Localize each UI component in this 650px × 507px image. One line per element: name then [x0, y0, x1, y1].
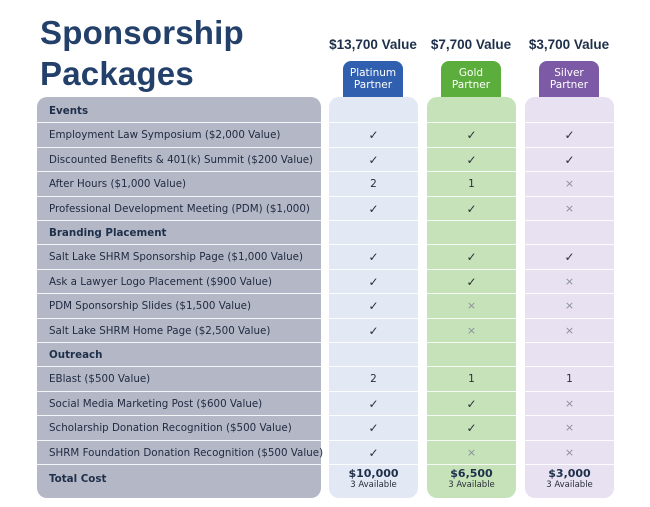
silver-cross-icon: × — [564, 274, 575, 288]
platinum-count: 2 — [370, 178, 377, 191]
silver-cross-icon: × — [564, 299, 575, 313]
platinum-total-amount: $10,000 — [348, 467, 399, 480]
gold-cross-icon: × — [466, 299, 477, 313]
platinum-price: $13,700 Value — [329, 37, 417, 52]
page-title-line-2: Packages — [40, 55, 194, 92]
benefit-label: EBlast ($500 Value) — [49, 373, 151, 386]
benefit-label: SHRM Foundation Donation Recognition ($500 Value) — [49, 446, 324, 459]
total-cost-label: Total Cost — [49, 473, 107, 485]
platinum-partner-badge — [343, 61, 403, 97]
benefit-label: Social Media Marketing Post ($600 Value) — [49, 397, 263, 410]
platinum-check-icon: ✓ — [368, 201, 379, 216]
platinum-badge-line-2: Partner — [353, 79, 393, 91]
platinum-check-icon: ✓ — [368, 250, 379, 265]
gold-badge-line-2: Partner — [451, 79, 491, 91]
benefit-label: Discounted Benefits & 401(k) Summit ($200 Value) — [49, 153, 314, 166]
silver-cross-icon: × — [564, 396, 575, 410]
gold-count: 1 — [468, 373, 475, 386]
platinum-check-icon: ✓ — [368, 421, 379, 436]
platinum-check-icon: ✓ — [368, 128, 379, 143]
platinum-availability: 3 Available — [350, 480, 397, 490]
silver-cross-icon: × — [564, 201, 575, 215]
gold-check-icon: ✓ — [466, 128, 477, 143]
row-divider — [37, 464, 321, 465]
silver-cross-icon: × — [564, 445, 575, 459]
table-row — [37, 123, 614, 147]
table-row — [37, 148, 614, 172]
section-header-row — [37, 343, 614, 367]
row-divider — [329, 464, 418, 465]
silver-availability: 3 Available — [546, 480, 593, 490]
gold-badge-line-1: Gold — [458, 66, 484, 79]
gold-availability: 3 Available — [448, 480, 495, 490]
gold-count: 1 — [468, 178, 475, 191]
platinum-check-icon: ✓ — [368, 299, 379, 314]
silver-check-icon: ✓ — [564, 250, 575, 265]
total-cost-row — [37, 467, 614, 497]
benefit-label: Salt Lake SHRM Home Page ($2,500 Value) — [49, 324, 271, 337]
benefit-label: Employment Law Symposium ($2,000 Value) — [49, 129, 281, 142]
silver-cross-icon: × — [564, 421, 575, 435]
silver-partner-badge — [539, 61, 599, 97]
silver-cross-icon: × — [564, 177, 575, 191]
gold-total — [427, 467, 516, 491]
table-row — [37, 270, 614, 294]
table-row — [37, 416, 614, 440]
section-header-label: Branding Placement — [49, 227, 167, 239]
silver-price: $3,700 Value — [528, 37, 610, 52]
gold-check-icon: ✓ — [466, 152, 477, 167]
page-title-line-1: Sponsorship — [40, 14, 244, 51]
table-row — [37, 319, 614, 343]
platinum-check-icon: ✓ — [368, 274, 379, 289]
silver-check-icon: ✓ — [564, 128, 575, 143]
gold-check-icon: ✓ — [466, 421, 477, 436]
benefit-label: Salt Lake SHRM Sponsorship Page ($1,000 Value) — [49, 251, 304, 264]
row-divider — [525, 464, 614, 465]
gold-price: $7,700 Value — [430, 37, 512, 52]
gold-cross-icon: × — [466, 445, 477, 459]
platinum-check-icon: ✓ — [368, 396, 379, 411]
benefit-label: Scholarship Donation Recognition ($500 Value) — [49, 422, 292, 435]
platinum-count: 2 — [370, 373, 377, 386]
section-header-row — [37, 99, 614, 123]
section-header-row — [37, 221, 614, 245]
table-row — [37, 245, 614, 269]
benefit-label: PDM Sponsorship Slides ($1,500 Value) — [49, 300, 252, 313]
row-divider — [427, 464, 516, 465]
table-row — [37, 294, 614, 318]
platinum-total — [329, 467, 418, 491]
gold-partner-badge — [441, 61, 501, 97]
silver-cross-icon: × — [564, 323, 575, 337]
benefit-label: Professional Development Meeting (PDM) ($1,000) — [49, 202, 310, 215]
benefit-label: After Hours ($1,000 Value) — [49, 178, 187, 191]
silver-badge-line-2: Partner — [549, 79, 589, 91]
silver-check-icon: ✓ — [564, 152, 575, 167]
table-row — [37, 392, 614, 416]
platinum-check-icon: ✓ — [368, 323, 379, 338]
page-title — [40, 12, 244, 94]
gold-check-icon: ✓ — [466, 274, 477, 289]
gold-check-icon: ✓ — [466, 201, 477, 216]
table-row — [37, 172, 614, 196]
table-row — [37, 367, 614, 391]
silver-count: 1 — [566, 373, 573, 386]
section-header-label: Outreach — [49, 349, 103, 361]
silver-total-amount: $3,000 — [548, 467, 591, 480]
gold-total-amount: $6,500 — [450, 467, 493, 480]
table-row — [37, 197, 614, 221]
platinum-badge-line-1: Platinum — [349, 66, 397, 79]
gold-check-icon: ✓ — [466, 396, 477, 411]
silver-total — [525, 467, 614, 491]
platinum-check-icon: ✓ — [368, 445, 379, 460]
section-header-label: Events — [49, 105, 89, 117]
gold-check-icon: ✓ — [466, 250, 477, 265]
table-row — [37, 441, 614, 465]
silver-badge-line-1: Silver — [554, 66, 584, 79]
benefit-label: Ask a Lawyer Logo Placement ($900 Value) — [49, 275, 272, 288]
platinum-check-icon: ✓ — [368, 152, 379, 167]
gold-cross-icon: × — [466, 323, 477, 337]
